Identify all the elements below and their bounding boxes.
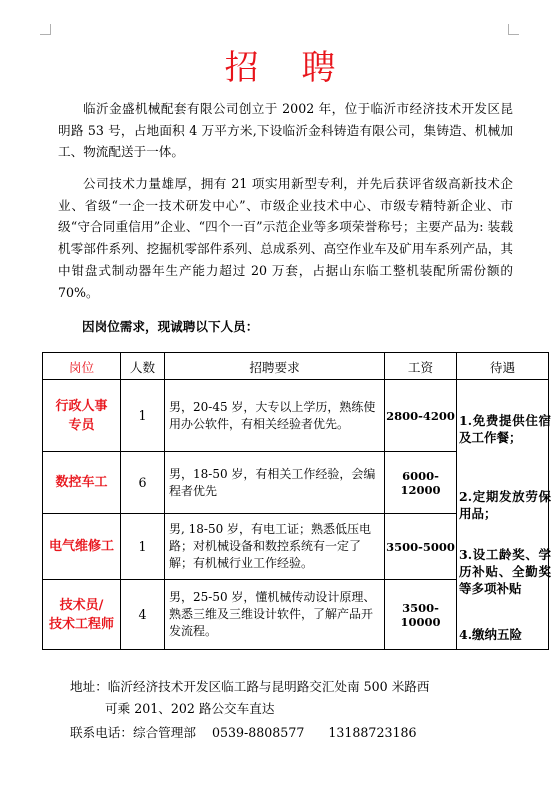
company-intro-paragraph: 临沂金盛机械配套有限公司创立于 2002 年，位于临沂市经济技术开发区昆明路 53 号，占地面积 4 万平方米,下设临沂金科铸造有限公司，集铸造、机械加工、物流配送于一体。: [58, 101, 513, 160]
benefits-cell: [457, 380, 549, 650]
recruitment-intro-line: 因岗位需求，现诚聘以下人员：: [82, 319, 259, 334]
requirement-cell: 男, 18-50 岁，有电工证；熟悉低压电路；对机械设备和数控系统有一定了解；有机械行业工作经验。: [165, 514, 385, 580]
contact-phone: 联系电话：综合管理部 0539-8808577 13188723186: [70, 725, 417, 740]
salary-cell: 3500-10000: [385, 580, 457, 650]
count-cell: 6: [121, 452, 165, 514]
requirement-cell: 男，25-50 岁，懂机械传动设计原理、熟悉三维及三维设计软件，了解产品开发流程。: [165, 580, 385, 650]
table-header-row: [43, 353, 549, 380]
count-cell: 4: [121, 580, 165, 650]
salary-cell: 6000-12000: [385, 452, 457, 514]
requirement-cell: 男，18-50 岁，有相关工作经验，会编程者优先: [165, 452, 385, 514]
header-count: 人数: [121, 353, 165, 380]
benefit-item: 2.定期发放劳保用品；: [459, 489, 551, 521]
bus-directions: 可乘 201、202 路公交车直达: [105, 701, 275, 716]
position-cell: 行政人事 专员: [43, 380, 121, 452]
benefit-item: 1.免费提供住宿及工作餐；: [459, 413, 551, 445]
salary-cell: 3500-5000: [385, 514, 457, 580]
count-cell: 1: [121, 514, 165, 580]
company-strength-paragraph: 公司技术力量雄厚，拥有 21 项实用新型专利，并先后获评省级高新技术企业、省级“一企一技术研发中心”、市级企业技术中心、市级专精特新企业、市级“守合同重信用”企业、“四个一百”示范企业等多项荣誉称号；主要产品为: 装载机零部件系列、挖掘机零部件系列、总成系列、高空作业车及矿用车系列产品，其中钳盘式制动器年生产能力超过 20 万套，占据山东临工整机装配所需份额的 70%。: [58, 176, 513, 300]
benefit-item: 4.缴纳五险: [459, 627, 523, 642]
salary-cell: 2800-4200: [385, 380, 457, 452]
position-cell: 电气维修工: [43, 514, 121, 580]
page-corner-mark-right: [508, 24, 519, 35]
company-address: 地址：临沂经济技术开发区临工路与昆明路交汇处南 500 米路西: [70, 679, 430, 694]
position-cell: 数控车工: [43, 452, 121, 514]
page-title: 招 聘: [224, 48, 352, 88]
header-salary: 工资: [385, 353, 457, 380]
requirement-cell: 男，20-45 岁，大专以上学历，熟练使用办公软件，有相关经验者优先。: [165, 380, 385, 452]
header-benefits: 待遇: [457, 353, 549, 380]
job-table: [42, 352, 549, 650]
header-position: 岗位: [43, 353, 121, 380]
position-cell: 技术员/ 技术工程师: [43, 580, 121, 650]
page-corner-mark-left: [40, 24, 51, 35]
count-cell: 1: [121, 380, 165, 452]
benefit-item: 3.设工龄奖、学历补贴、全勤奖等多项补贴: [459, 547, 551, 596]
table-row: [43, 380, 549, 452]
header-requirement: 招聘要求: [165, 353, 385, 380]
